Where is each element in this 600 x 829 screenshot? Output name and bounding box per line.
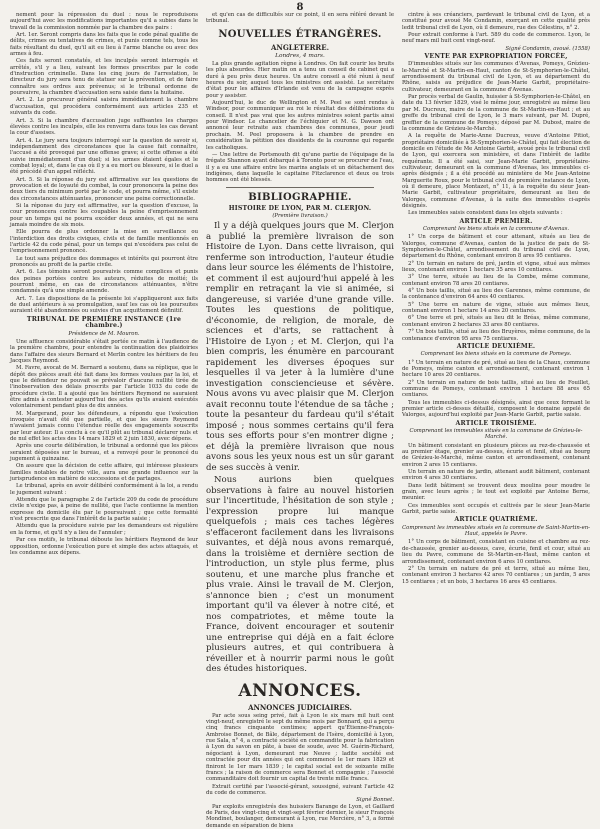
- paragraph: nement pour la répression du duel : nous le reproduisons aujourd'hui avec les modifications importantes qu'il a subies dans le travail de la commission nommée par la chambre des pairs :: [10, 12, 198, 31]
- paragraph: — Une lettre de Portsmouth dit qu'une partie de l'équipage de la frégate Shannon ayant débarqué à Toronto pour se procurer de l'eau, il y a eu une affaire entre les marins anglais et un détachement des indigènes, dans laquelle le capitaine Fitzclarence et deux ou trois hommes ont été blessés.: [206, 151, 394, 184]
- angleterre-text: [206, 61, 394, 184]
- article-subheading: Comprenant les immeubles situés en la commune de Grézieu-le-Marché.: [409, 427, 583, 441]
- paragraph: 2° Un terrain en nature de pré et terre, situé au même lieu, contenant environ 3 hectares 42 ares 70 centiares ; un jardin, 5 ares 15 centiares ; et un bois, 3 hectares 16 ares 45 centiares.: [402, 565, 590, 585]
- tribunal-heading: TRIBUNAL DE PREMIÈRE INSTANCE (1re chambre.): [26, 315, 182, 330]
- paragraph: 4° Un bois taillis, situé au lieu des Garennes, même commune, de la contenance d'environ 64 ares 40 centiares.: [402, 288, 590, 301]
- paragraph: Art. 4. Le jury sera toujours interrogé sur la question de savoir si, indépendamment des circonstances que la cause fait connaître, l'accusé a été provoqué par une offense grave; si cette offense a été suivie immédiatement d'un duel; si les armes étaient égales et le combat loyal; et, dans le cas où il y a eu mort ou blessure, si le duel a été précédé d'un appel réfléchi.: [10, 137, 198, 176]
- article-text: [402, 539, 590, 584]
- paragraph: cintre à ses créanciers, pardevant le tribunal civil de Lyon, et a constitué pour avoué Me Condamin, exerçant en cette qualité près ledit tribunal civil de Lyon, où il demeure, rue des Célestins, n° 2.: [402, 12, 590, 31]
- paragraph: 1° Un corps de bâtiment et cour attenant, situés au lieu de Valorges, commune d'Avenas, canton de la justice de paix de St-Symphorien-le-Châtel, arrondissement du tribunal civil de Lyon, département du Rhône, contenant environ 8 ares 95 centiares.: [402, 234, 590, 260]
- paragraph: Le tribunal, après en avoir délibéré conformément à la loi, a rendu le jugement suivant :: [10, 483, 198, 496]
- article-text: [402, 234, 590, 342]
- paragraph: 1° Un terrain en nature de pré, situé au lieu de la Chaux, commune de Pomeys, même canton et arrondissement, contenant environ 1 hectare 10 ares 20 centiares.: [402, 359, 590, 379]
- paragraph: On assure que la décision de cette affaire, qui intéresse plusieurs familles notables de notre ville, aura une grande influence sur la jurisprudence en matière de successions et de partages.: [10, 463, 198, 483]
- column-right: [402, 12, 590, 787]
- dateline: Londres, 4 mars.: [275, 52, 325, 59]
- paragraph: M. Favre, avocat de M. Bernard a soutenu, dans sa réplique, que le dépôt des pièces avait été fait dans les formes voulues par la loi, et que le défendeur ne pouvait se prévaloir d'aucune nullité tirée de l'inobservation des délais prescrits par l'article 1033 du code de procédure civile. Il a ajouté que les héritiers Reymond ne sauraient être admis à contester aujourd'hui des actes qu'ils avaient exécutés volontairement pendant plus de dix années.: [10, 365, 198, 410]
- article-heading: ARTICLE TROISIÈME.: [455, 419, 537, 427]
- tribunal-text: [10, 339, 198, 556]
- bibliographie-subheading: HISTOIRE DE LYON, PAR M. CLERJON.: [228, 204, 372, 212]
- paragraph: Art. 2. Le procureur général saisira immédiatement la chambre d'accusation, qui procédera conformément aux articles 235 et suivants du code.: [10, 97, 198, 117]
- annonces-heading: ANNONCES.: [238, 680, 362, 701]
- article-heading: ARTICLE DEUXIÈME.: [456, 342, 536, 350]
- paragraph: Aujourd'hui, le duc de Wellington et M. Peel se sont rendus à Windsor, pour communiquer au roi le résultat des délibérations du conseil. Il n'est pas vrai que les autres ministres soient partis ainsi pour Windsor. Le chancelier de l'échiquier et M. G. Dawson ont annoncé leur retraite aux chambres des communes, pour jeudi prochain. M. Peel proposera à la chambre de prendre en considération la pétition des dissidents de la couronne qui regarde les catholiques.: [206, 100, 394, 151]
- paragraph: A la requête de Marie-Anne Ducreux, veuve d'Antoine Pitiot, propriétaire domiciliée à St-Symphorien-le-Châtel, qui fait élection de domicile en l'étude de Me Antoine Garbit, avoué près le tribunal civil de Lyon, qui exercera son ministère, et dans l'intérêt de ladite requérante. Il a été saisi, sur Jean-Marie Garbit, propriétaire-cultivateur, demeurant en la commune d'Avenas, les immeubles ci-après désignés ; il a été procédé au ministère de Me Jean-Antoine Marguerite Roux, pour le tribunal civil de première instance de Lyon, où il demeure, place Montazet, n° 11, à la requête du sieur Jean-Marie Garbit, cultivateur propriétaire, demeurant au lieu de Valorges, commune d'Avenas, à la suite des immeubles ci-après désignés.: [402, 133, 591, 209]
- paragraph: Un bâtiment consistant en plusieurs pièces au rez-de-chaussée et au premier étage, grenier au-dessus, écurie et fenil, situé au bourg de Grézieu-le-Marché, même canton et arrondissement, contenant environ 2 ares 15 centiares.: [402, 442, 590, 468]
- angleterre-heading: ANGLETERRE.: [270, 42, 330, 52]
- paragraph: Pour extrait conforme à l'art. 589 du code de commerce. Lyon, le neuf mars mil huit cent vingt-neuf.: [402, 32, 590, 45]
- signature-text: Signé Bonnet.: [356, 797, 394, 804]
- signature-text: Signé Condamin, avoué. (1558): [505, 45, 590, 52]
- paragraph: Attendu que le paragraphe 2 de l'article 209 du code de procédure civile n'exige pas, à peine de nullité, que l'acte contienne la mention expresse du domicile élu par le poursuivant ; que cette formalité n'est prescrite que dans l'intérêt de la partie saisie ;: [10, 497, 198, 523]
- paragraph: Une affluence considérable s'était portée ce matin à l'audience de la première chambre, pour entendre la continuation des plaidoiries dans l'affaire des sieurs Bernard et Merlin contre les héritiers de feu Jacques Reymond.: [10, 338, 198, 364]
- paragraph: 1° Un corps de bâtiment, consistant en cuisine et chambre au rez-de-chaussée, grenier au-dessus, cave, écurie, fenil et cour, situé au lieu du Pavre, commune de St-Martin-en-Haut, même canton et arrondissement, contenant environ 6 ares 10 centiares.: [402, 539, 590, 565]
- paragraph: Par procès verbal de Gaulin, huissier à St-Symphorien-le-Châtel, en date du 13 février 1829, visé le même jour, enregistré au même lieu par M. Ducreux, maire de la commune de St-Martin-en-Haut ; et au greffe du tribunal civil de Lyon, le 3 mars suivant, par M. Dupré, greffier de la commune de Pomeys; déposé par M. Dubost, maire de la commune de Grézieu-le-Marché.: [402, 94, 590, 132]
- paragraph: Tous les immeubles ci-dessus désignés, ainsi que ceux formant le premier article ci-dessus détaillé, composent le domaine appelé de Valorges, aujourd'hui exploité par Jean-Marie Garbit, partie saisie.: [402, 399, 590, 419]
- vente-text: [402, 61, 590, 216]
- paragraph: M. Margerand, pour les défendeurs, a répondu que l'exécution invoquée n'avait été que partielle, et que les sieurs Reymond n'avaient jamais connu l'étendue réelle des engagements souscrits par leur auteur. Il a conclu à ce qu'il plût au tribunal déclarer nuls et de nul effet les actes des 14 mars 1829 et 2 juin 1830, avec dépens.: [10, 410, 198, 442]
- annonces-text: [206, 713, 394, 829]
- article-heading: ARTICLE PREMIER.: [459, 217, 533, 225]
- divider: [226, 187, 374, 188]
- duel-law-text: [10, 12, 198, 315]
- paragraph: 2° Un terrain en nature de bois taillis, situé au lieu de Fouillet, commune de Pomeys, contenant environ 1 hectare 88 ares 65 centiares.: [402, 379, 590, 399]
- bibliographie-heading: BIBLIOGRAPHIE.: [248, 191, 352, 203]
- column-middle: [206, 12, 394, 829]
- paragraph: Ces immeubles sont occupés et cultivés par le sieur Jean-Marie Garbit, partie saisie.: [402, 502, 590, 516]
- paragraph: 5° Une terre en nature de vigne, située aux mêmes lieux, contenant environ 1 hectare 14 ares 20 centiares.: [402, 301, 590, 315]
- paragraph: Un terrain en nature de jardin, attenant audit bâtiment, contenant environ 4 ares 30 centiares.: [402, 469, 590, 482]
- article-text: [402, 360, 590, 419]
- paragraph: Il y a déjà quelques jours que M. Clerjon a publié la première livraison de son Histoire de Lyon. Dans cette livraison, qui renferme son introduction, l'auteur étudie dans leur source les éléments de l'histoire, et comment il est aujourd'hui appelé à les remplir en retraçant la vie si animée, si dangereuse, si variée d'une grande ville. Toutes les questions de politique, d'économie, de religion, de morale, de sciences et d'arts, se rattachent à l'Histoire de Lyon ; et M. Clerjon, qui l'a bien compris, les énumère en parcourant rapidement les diverses époques sur lesquelles il va jeter à la lumière d'une investigation consciencieuse et sévère. Nous avons vu avec plaisir que M. Clerjon avait reconnu toute l'étendue de sa tâche ; toute la pesanteur du fardeau qu'il s'était imposé ; nous sommes certains qu'il fera tous ses efforts pour s'en montrer digne ; et déjà la première livraison que nous avons sous les yeux nous est un sûr garant de ses succès à venir.: [206, 221, 394, 473]
- paragraph: et qu'en cas de difficultés sur ce point, il en sera référé devant le tribunal.: [206, 12, 394, 25]
- columns: [10, 12, 591, 829]
- article-text: [402, 443, 590, 516]
- paragraph: Par acte sous seing privé, fait à Lyon le six mars mil huit cent vingt-neuf, enregistré le sept du même mois par Bonnard, qui a perçu cinq francs cinquante centimes; appert qu'Étienne-François-Ambroise Bonnet, de Bâle, département de l'Isère, domicilié à Lyon, rue Sala, n° 4, a contracté société en commandite pour la fabrication à Lyon du savon en pâte, à base de soude, avec M. Guérin-Richard, négociant à Lyon, demeurant rue Neuve ; ladite société est contractée pour dix années qui ont commencé le 1er mars 1829 et finiront le 1er mars 1839 ; le capital social est de soixante mille francs ; la raison de commerce sera Bonnet et compagnie ; l'associé commanditaire doit fournir un capital de trente mille francs.: [206, 712, 394, 783]
- paragraph: D'immeubles situés sur les communes d'Avenas, Pomeys, Grézieu-le-Marché et St-Martin-en-Haut, canton de St-Symphorien-le-Châtel, arrondissement du tribunal civil de Lyon, et au département du Rhône, saisis au préjudice de Jean-Marie Garbit, propriétaire-cultivateur, demeurant en la commune d'Avenas.: [402, 61, 590, 93]
- paragraph: Après une courte délibération, le tribunal a ordonné que les pièces seraient déposées sur le bureau, et a renvoyé pour le prononcé du jugement à quinzaine.: [10, 443, 198, 463]
- paragraph: 6° Une terre et pré, situés au lieu dit le Bréas, même commune, contenant environ 2 hectares 33 ares 80 centiares.: [402, 315, 590, 328]
- paragraph: Art. 5. Si la réponse du jury est affirmative sur les questions de provocation et de loyauté du combat, la cour prononcera la peine des deux tiers du minimum porté par le code, et pourra même, s'il existe des circonstances atténuantes, prononcer une peine correctionnelle.: [10, 176, 198, 202]
- paragraph: Art. 3. Si la chambre d'accusation juge suffisantes les charges élevées contre les inculpés, elle les renverra dans tous les cas devant la cour d'assises.: [10, 117, 198, 137]
- page-number: 8: [296, 2, 304, 13]
- paragraph: Si la réponse du jury est affirmative, sur la question d'excuse, la cour prononcera contre les coupables la peine d'emprisonnement pour un temps qui ne pourra excéder deux années, et qui ne sera jamais moindre de six mois.: [10, 202, 198, 228]
- paragraph: Art. 1er. Seront compris dans les faits que le code pénal qualifie de délits, crimes ou tentatives de crimes, et punis comme tels, tous les faits résultant du duel, qu'il ait eu lieu à l'arme blanche ou avec des armes à feu.: [10, 32, 198, 58]
- paragraph: Extrait certifié par l'associé-gérant, soussigné, suivant l'article 42 du code de commerce.: [206, 783, 394, 796]
- article-heading: ARTICLE QUATRIÈME.: [454, 516, 538, 524]
- paragraph: 3° Une terre, située au lieu de la Combe, même commune, contenant environ 78 ares 20 centiares.: [402, 274, 590, 287]
- paragraph: Art. 6. Les témoins seront poursuivis comme complices et punis des peines portées contre les auteurs, réduites de moitié; ils pourront même, en cas de circonstances atténuantes, n'être condamnés qu'à une simple amende.: [10, 269, 198, 295]
- vente-heading: VENTE PAR EXPROPRIATION FORCÉE,: [424, 53, 568, 61]
- paragraph: Par exploits enregistrés des huissiers Barange de Lyon, et Gaillard de Paris, des vingt-cinq et vingt-sept février dernier, le sieur François Mondinet, boulanger, demeurant à Lyon, rue Mercière, n° 3, a formé demande en séparation de biens: [206, 803, 394, 829]
- paragraph: Nous aurions bien quelques observations à faire au nouvel historien sur l'incertitude, l'hésitation de son style ; l'expression propre lui manque quelquefois ; mais ces taches légères s'effaceront facilement dans les livraisons suivantes, et déjà nous avons remarqué, dans la troisième et dernière section de l'introduction, un style plus ferme, plus soutenu, et une marche plus franche et plus vraie. Ainsi le travail de M. Clerjon, s'annonce bien ; c'est un monument important qu'il va élever à notre cité, et nos compatriotes, et même toute la France, doivent encourager et soutenir une entreprise qui déjà en a fait éclore plusieurs autres, et qui contribuera à réveiller et à nourrir parmi nous le goût des études historiques.: [206, 475, 394, 675]
- paragraph: Elle pourra de plus ordonner la mise en surveillance ou l'interdiction des droits civiques, civils et de famille mentionnés en l'article 42 du code pénal, pour un temps qui n'excédera pas celui de l'emprisonnement prononcé.: [10, 229, 198, 255]
- bibliographie-subheading-2: (Première livraison.): [272, 212, 328, 219]
- paragraph: Les immeubles saisis consistent dans les objets suivants :: [408, 210, 563, 217]
- tribunal-subheading: Présidence de M. Mouron.: [68, 330, 140, 337]
- nouvelles-heading: NOUVELLES ÉTRANGÈRES.: [218, 28, 382, 40]
- article-subheading: Comprenant les biens situés en la commune de Pomeys.: [420, 351, 572, 358]
- paragraph: Attendu que la procédure suivie par les demandeurs est régulière en la forme, et qu'il n'y a lieu de l'annuler ;: [10, 523, 198, 536]
- paragraph: 7° Un bois taillis, situé au lieu des Bruyères, même commune, de la contenance d'environ 95 ares 75 centiares.: [402, 329, 590, 342]
- paragraph: Ces faits seront constatés, et les inculpés seront interrogés et arrêtés, s'il y a lieu, suivant les formes prescrites par le code d'instruction criminelle. Dans les cinq jours de l'arrestation, le directeur du jury sera tenu de statuer sur la prévention, et de faire connaître ses ordres aux prévenus; si le tribunal ordonne de poursuivre, la chambre d'accusation sera saisie dans la huitaine.: [10, 58, 198, 97]
- paragraph: Le tout sans préjudice des dommages et intérêts qui pourront être prononcés au profit de la partie civile.: [10, 255, 198, 269]
- paragraph: Art. 7. Les dispositions de la présente loi s'appliqueront aux faits de duel antérieurs à sa promulgation, sauf les cas où les poursuites auraient été abandonnées ou suivies d'un acquittement définitif.: [10, 295, 198, 315]
- paragraph: La plus grande agitation règne à Londres. On fait courir les bruits les plus absurdes. Hier matin on a tenu un conseil de cabinet qui a duré à peu près deux heures. Un autre conseil a été réuni à neuf heures du soir, auquel tous les ministres ont assisté. Le secrétaire d'état pour les affaires d'Irlande est venu de la campagne exprès pour y assister.: [206, 61, 394, 99]
- paragraph: Par ces motifs, le tribunal déboute les héritiers Reymond de leur opposition, ordonne l'exécution pure et simple des actes attaqués, et les condamne aux dépens.: [10, 537, 198, 556]
- column-left: [10, 12, 198, 787]
- paragraph: 2° Un terrain en nature de pré, jardin et vigne, situé aux mêmes lieux, contenant environ 1 hectare 35 ares 10 centiares.: [402, 260, 590, 274]
- bibliographie-text: [206, 221, 394, 675]
- article-subheading: Comprenant les immeubles situés en la commune de Saint-Martin-en-Haut, appelés le Pavre.: [402, 524, 590, 538]
- annonces-judiciaires-heading: ANNONCES JUDICIAIRES.: [248, 702, 352, 712]
- article-subheading: Comprenant les biens situés en la commune d'Avenas.: [422, 226, 570, 232]
- paragraph: Dans ledit bâtiment se trouvent deux moulins pour moudre le grain, avec leurs agrès ; le tout est exploité par Antoine Berne, meunier.: [402, 482, 590, 502]
